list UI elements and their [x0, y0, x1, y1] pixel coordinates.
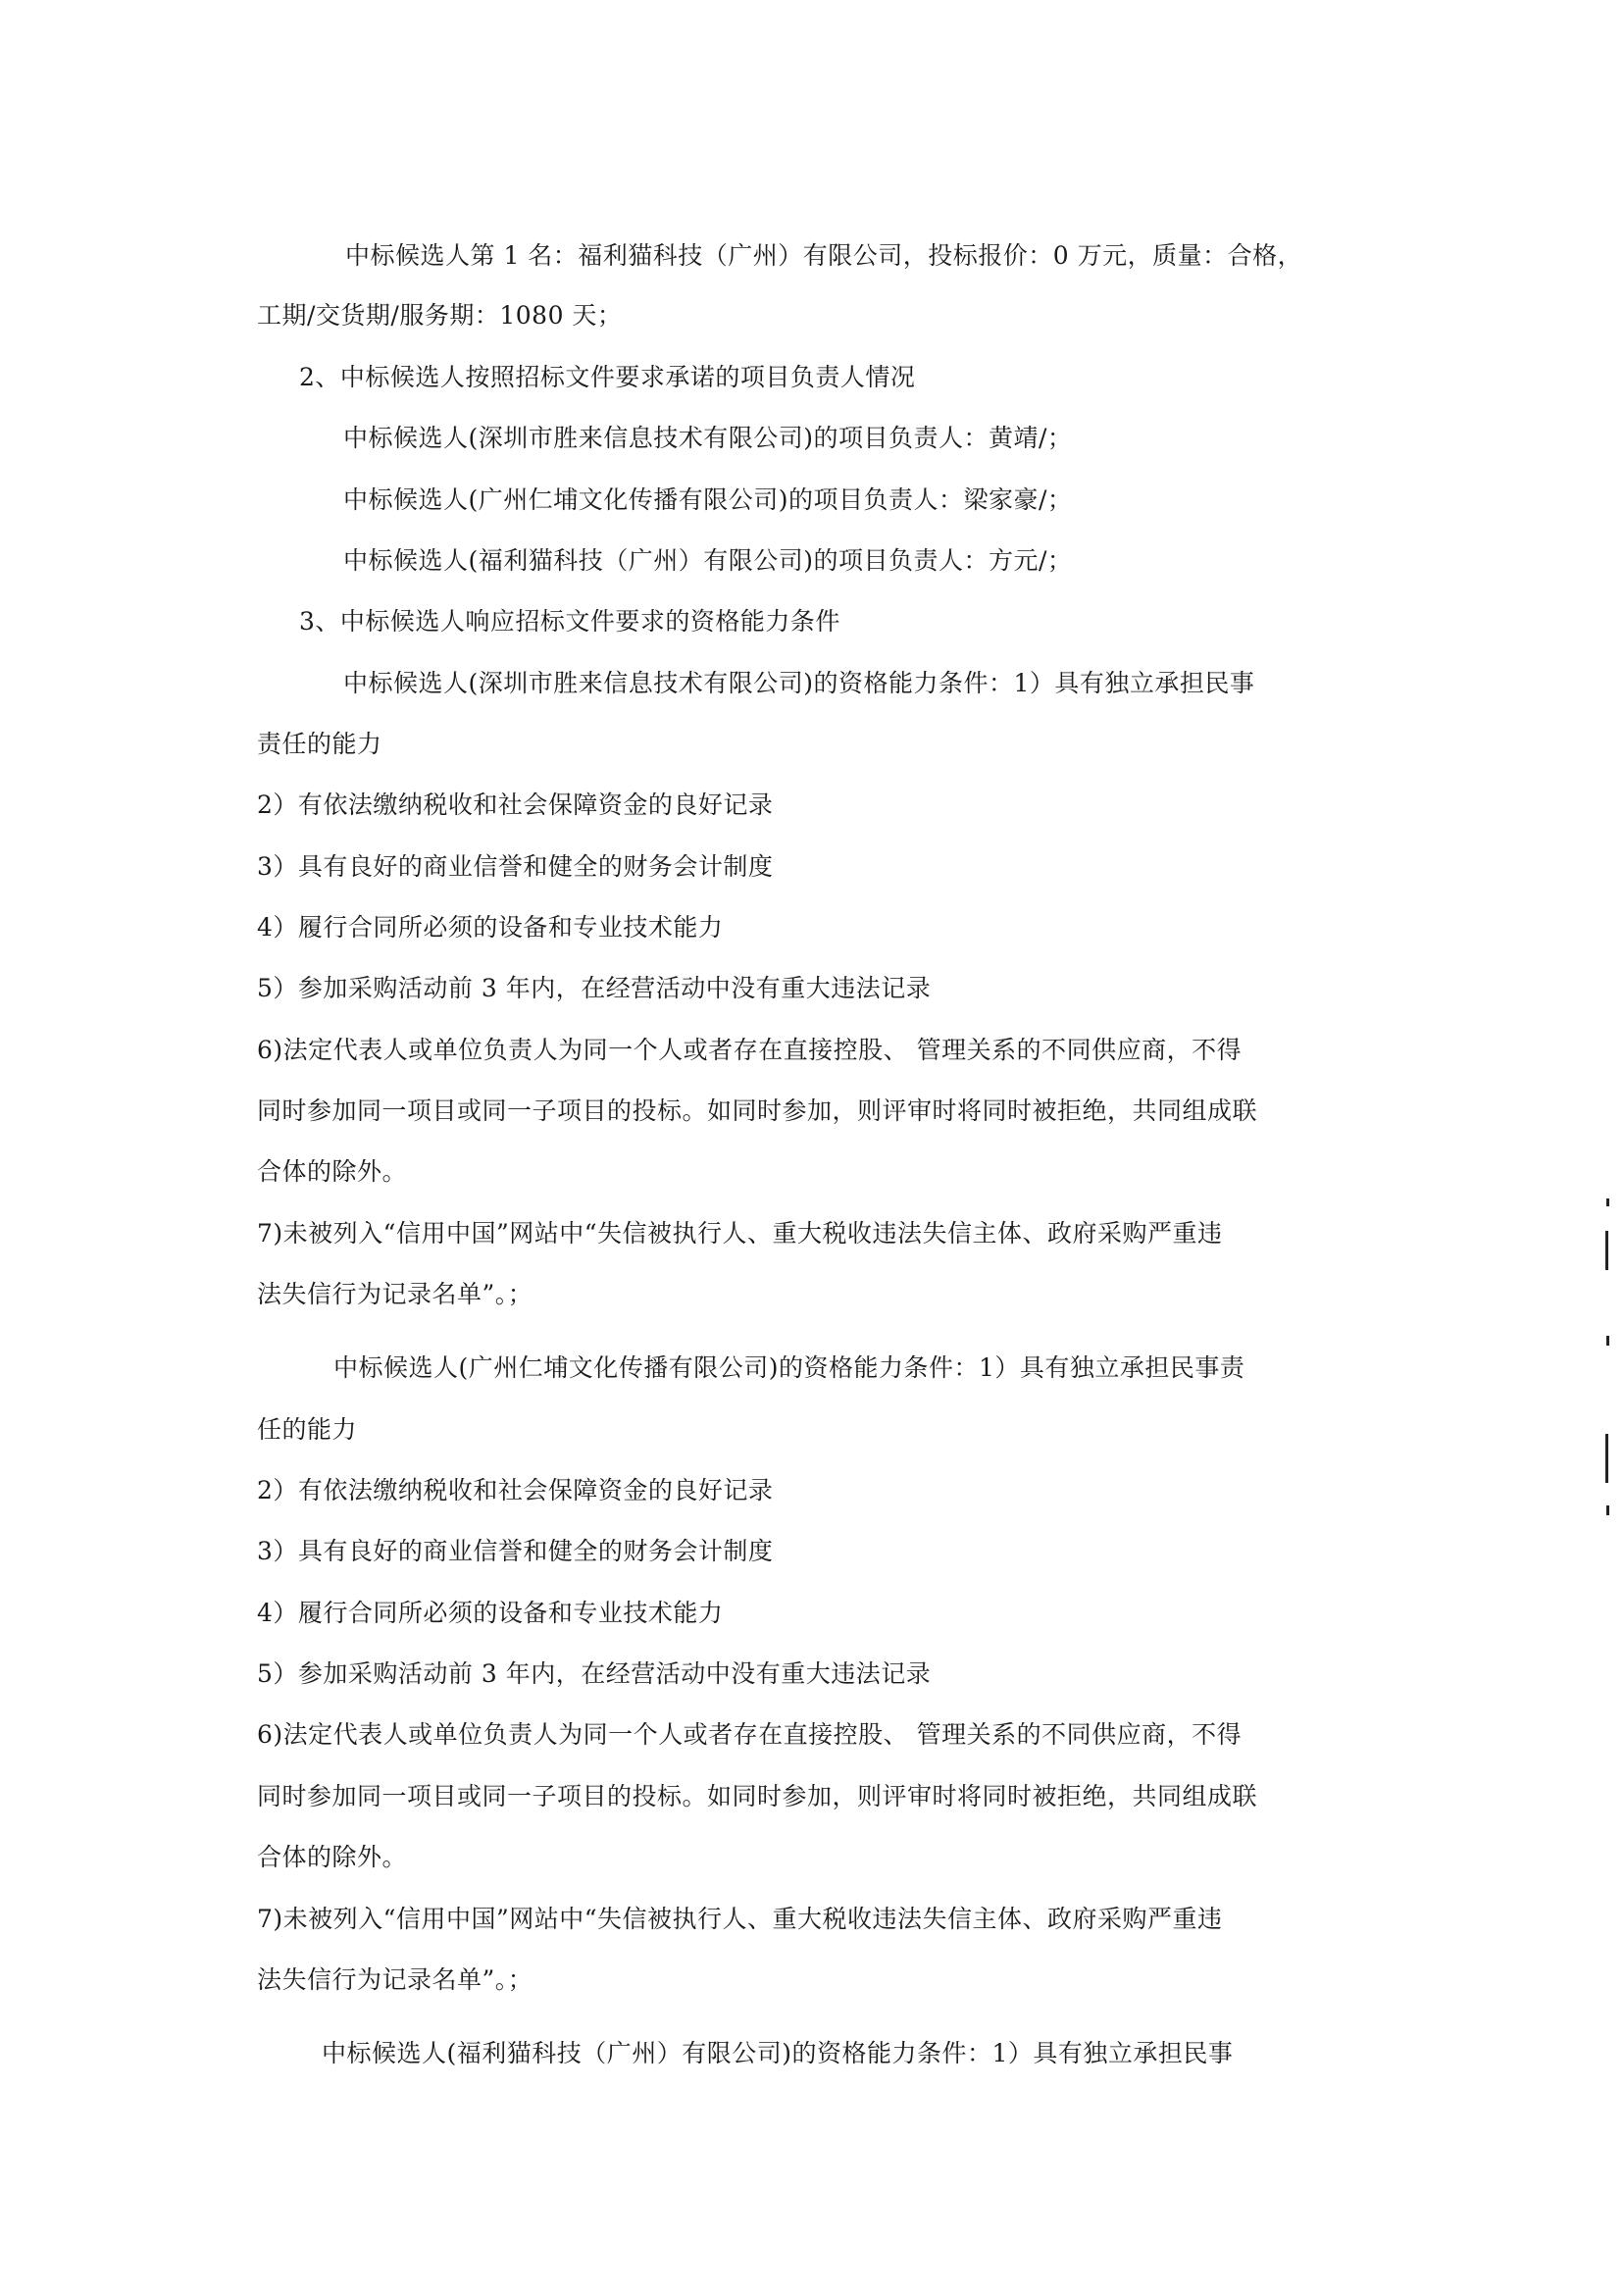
candidate-1-summary: 中标候选人第 1 名：福利猫科技（广州）有限公司，投标报价：0 万元，质量：合格， — [345, 241, 1303, 270]
qualification-b-intro-cont: 任的能力 — [257, 1415, 358, 1444]
manager-line-3: 中标候选人(福利猫科技（广州）有限公司)的项目负责人：方元/； — [343, 546, 1073, 575]
candidate-1-period: 工期/交货期/服务期：1080 天； — [257, 301, 623, 330]
qualification-a-item-6: 6)法定代表人或单位负责人为同一个人或者存在直接控股、 管理关系的不同供应商，不得 — [257, 1036, 1243, 1064]
qualification-a-item-5: 5）参加采购活动前 3 年内，在经营活动中没有重大违法记录 — [257, 974, 932, 1002]
qualification-a-item-4: 4）履行合同所必须的设备和专业技术能力 — [257, 913, 724, 942]
qualification-b-item-6: 6)法定代表人或单位负责人为同一个人或者存在直接控股、 管理关系的不同供应商，不得 — [257, 1720, 1243, 1749]
qualification-b-item-4: 4）履行合同所必须的设备和专业技术能力 — [257, 1599, 724, 1627]
qualification-a-intro: 中标候选人(深圳市胜来信息技术有限公司)的资格能力条件：1）具有独立承担民事 — [343, 669, 1255, 697]
scan-edge-mark — [1606, 1336, 1609, 1346]
qualification-a-item-2: 2）有依法缴纳税收和社会保障资金的良好记录 — [257, 790, 774, 819]
qualification-b-item-7: 7)未被列入“信用中国”网站中“失信被执行人、重大税收违法失信主体、政府采购严重违 — [257, 1905, 1223, 1933]
qualification-a-item-7-cont: 法失信行为记录名单”。； — [257, 1280, 533, 1308]
manager-line-2: 中标候选人(广州仁埔文化传播有限公司)的项目负责人：梁家豪/； — [343, 485, 1073, 514]
qualification-b-item-2: 2）有依法缴纳税收和社会保障资金的良好记录 — [257, 1476, 774, 1504]
qualification-b-item-7-cont: 法失信行为记录名单”。； — [257, 1965, 533, 1994]
qualification-a-item-3: 3）具有良好的商业信誉和健全的财务会计制度 — [257, 852, 774, 881]
qualification-a-intro-cont: 责任的能力 — [257, 730, 382, 758]
qualification-b-intro: 中标候选人(广州仁埔文化传播有限公司)的资格能力条件：1）具有独立承担民事责 — [333, 1353, 1245, 1382]
section-3-heading: 3、中标候选人响应招标文件要求的资格能力条件 — [299, 607, 840, 636]
scan-edge-mark — [1605, 1231, 1608, 1270]
qualification-a-item-6-cont-2: 合体的除外。 — [257, 1157, 408, 1186]
scan-edge-mark — [1606, 1198, 1609, 1206]
manager-line-1: 中标候选人(深圳市胜来信息技术有限公司)的项目负责人：黄靖/； — [343, 424, 1073, 452]
qualification-a-item-6-cont-1: 同时参加同一项目或同一子项目的投标。如同时参加，则评审时将同时被拒绝，共同组成联 — [257, 1096, 1258, 1125]
qualification-a-item-7: 7)未被列入“信用中国”网站中“失信被执行人、重大税收违法失信主体、政府采购严重违 — [257, 1219, 1223, 1248]
qualification-b-item-6-cont-2: 合体的除外。 — [257, 1843, 408, 1871]
qualification-c-intro: 中标候选人(福利猫科技（广州）有限公司)的资格能力条件：1）具有独立承担民事 — [322, 2039, 1234, 2067]
scan-edge-mark — [1606, 1505, 1609, 1515]
scan-edge-mark — [1605, 1434, 1608, 1483]
qualification-b-item-6-cont-1: 同时参加同一项目或同一子项目的投标。如同时参加，则评审时将同时被拒绝，共同组成联 — [257, 1782, 1258, 1810]
section-2-heading: 2、中标候选人按照招标文件要求承诺的项目负责人情况 — [299, 363, 916, 391]
qualification-b-item-5: 5）参加采购活动前 3 年内，在经营活动中没有重大违法记录 — [257, 1659, 932, 1688]
qualification-b-item-3: 3）具有良好的商业信誉和健全的财务会计制度 — [257, 1537, 774, 1565]
